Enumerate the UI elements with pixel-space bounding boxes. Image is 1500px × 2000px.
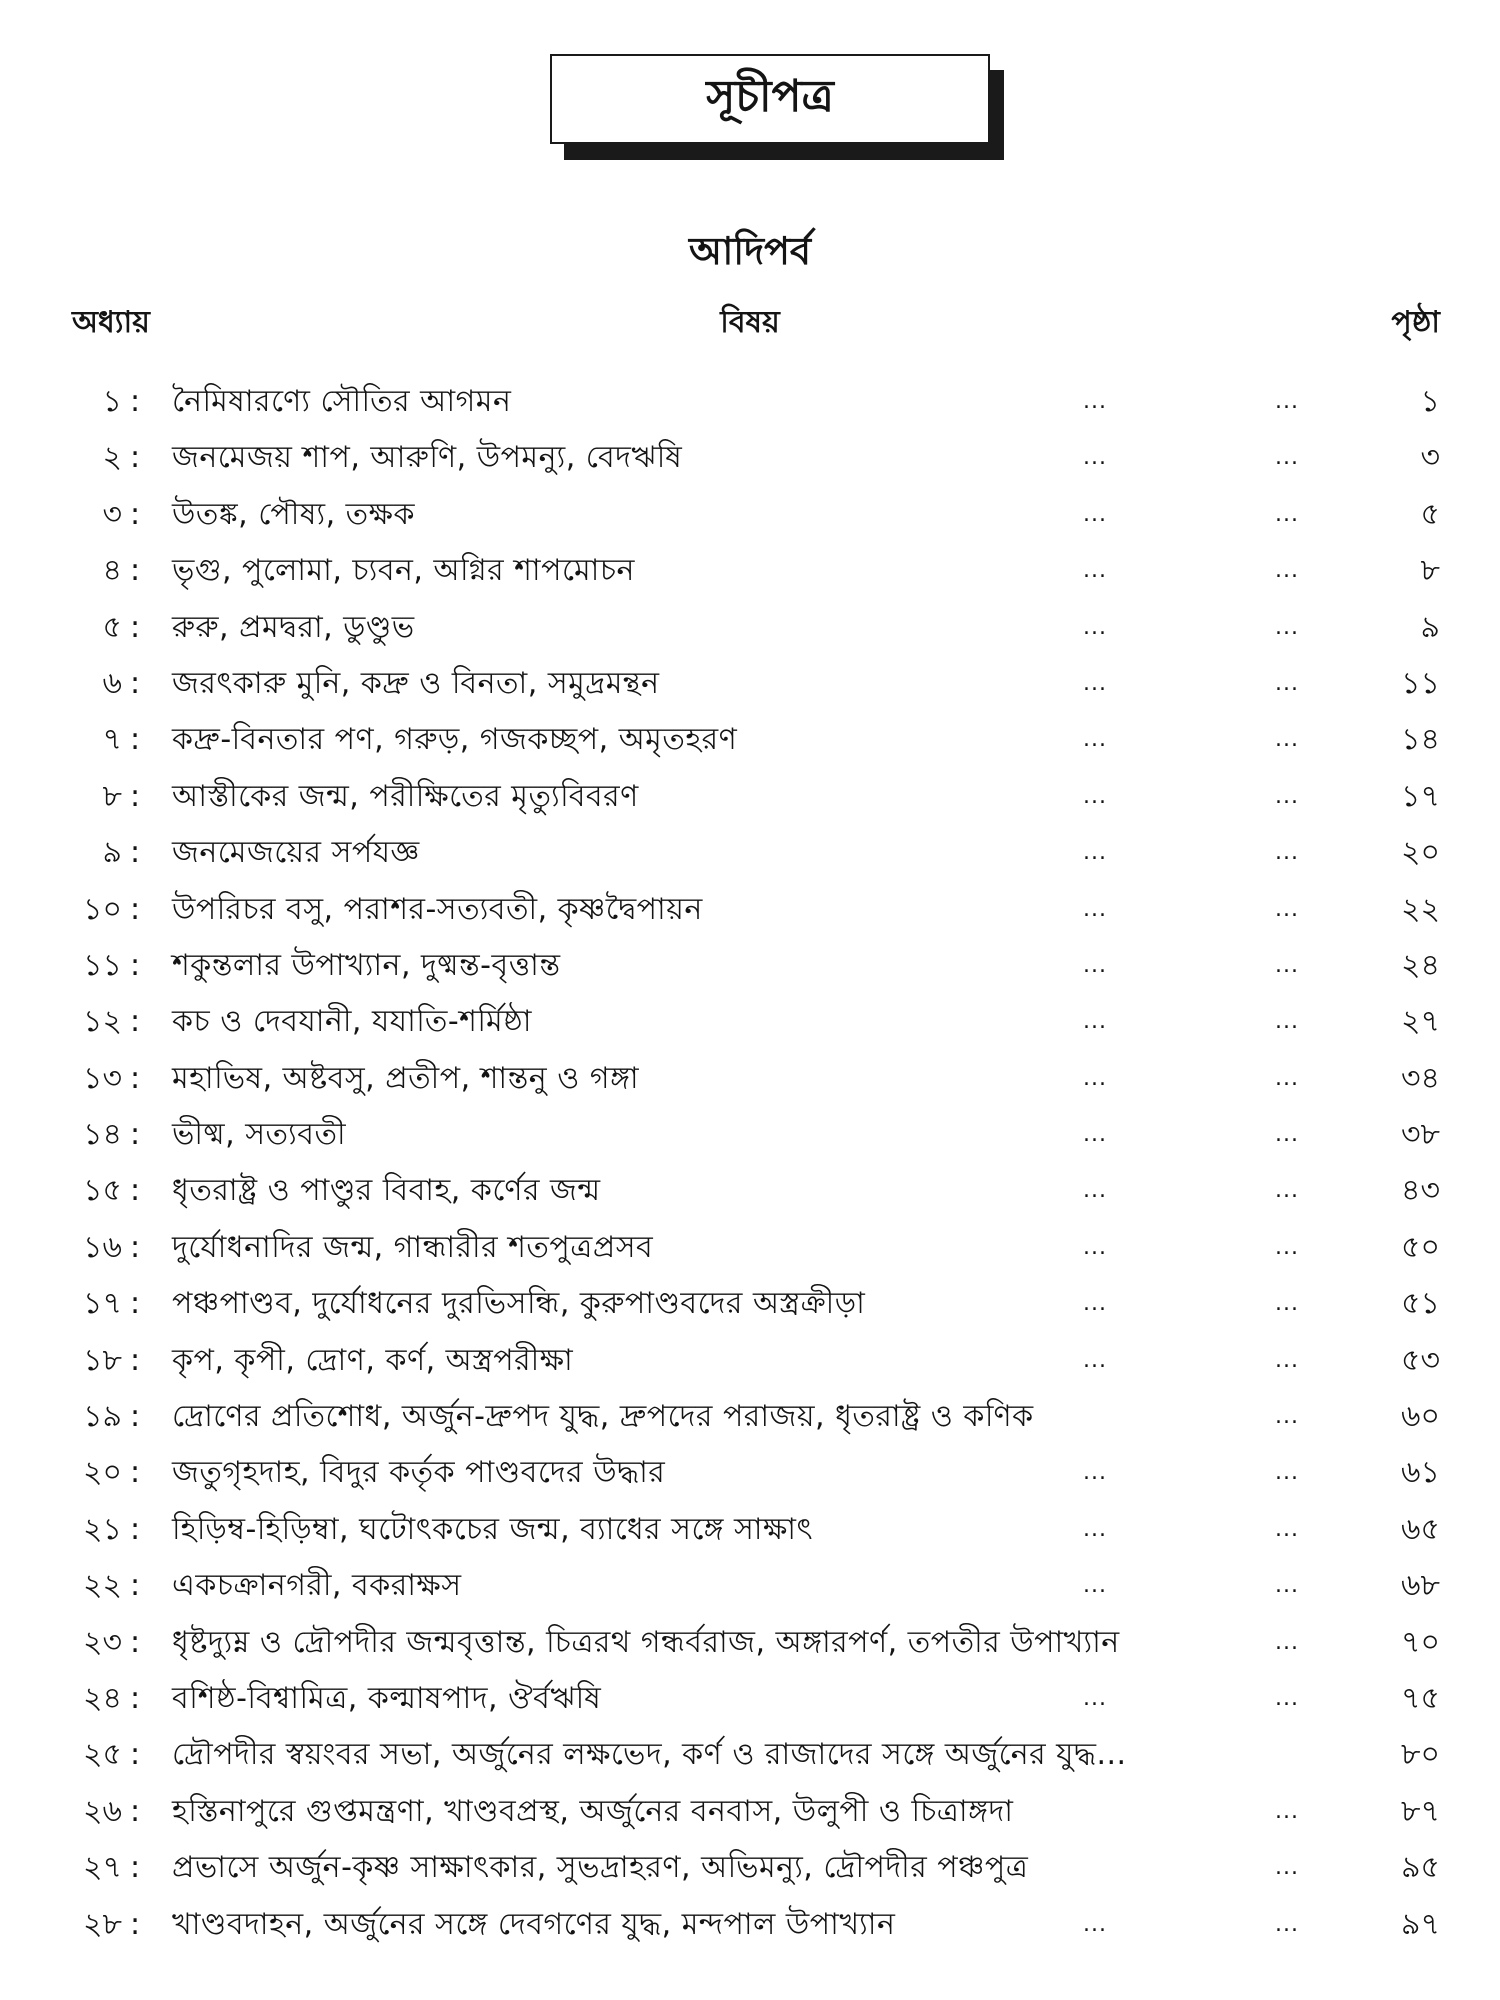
- separator: :: [130, 1850, 141, 1886]
- chapter-title: আস্তীকের জন্ম, পরীক্ষিতের মৃত্যুবিবরণ: [172, 778, 639, 814]
- page-number: ৬০: [1400, 1399, 1440, 1435]
- separator: :: [130, 1455, 141, 1491]
- leader-dots: ...: [1083, 1234, 1107, 1260]
- toc-entry: [0, 825, 1500, 881]
- chapter-title: উতঙ্ক, পৌষ্য, তক্ষক: [172, 496, 415, 532]
- chapter-number: ২: [102, 440, 122, 476]
- toc-entry: [0, 1276, 1500, 1332]
- leader-dots: ...: [1083, 1291, 1107, 1317]
- leader-dots: ...: [1275, 1009, 1299, 1035]
- chapter-title: দ্রোণের প্রতিশোধ, অর্জুন-দ্রুপদ যুদ্ধ, দ্রুপদের পরাজয়, ধৃতরাষ্ট্র ও কণিক: [172, 1399, 1034, 1435]
- chapter-column-header: অধ্যায়: [72, 305, 150, 340]
- separator: :: [130, 1004, 141, 1040]
- leader-dots: ...: [1275, 1065, 1299, 1091]
- toc-entry: [0, 994, 1500, 1050]
- leader-dots: ...: [1275, 1911, 1299, 1937]
- toc-entry: [0, 430, 1500, 486]
- leader-dots: ...: [1275, 1855, 1299, 1881]
- leader-dots: ...: [1275, 389, 1299, 414]
- leader-dots: ...: [1083, 727, 1107, 753]
- leader-dots: ...: [1083, 1347, 1107, 1373]
- chapter-number: ২০: [82, 1455, 122, 1491]
- chapter-number: ১২: [83, 1004, 122, 1040]
- toc-entry: [0, 1671, 1500, 1727]
- section-title: আদিপর্ব: [688, 229, 812, 273]
- toc-entry: [0, 1163, 1500, 1219]
- page-number: ৫১: [1401, 1286, 1440, 1322]
- toc-entry: [0, 1051, 1500, 1107]
- leader-dots: ...: [1083, 1178, 1107, 1204]
- leader-dots: ...: [1275, 896, 1299, 922]
- page-number: ১: [1420, 384, 1440, 419]
- leader-dots: ...: [1275, 1122, 1299, 1148]
- chapter-title: ভীষ্ম, সত্যবতী: [172, 1117, 347, 1153]
- leader-dots: ...: [1275, 1798, 1299, 1824]
- toc-entry: [0, 656, 1500, 712]
- chapter-title: কদ্রু-বিনতার পণ, গরুড়, গজকচ্ছপ, অমৃতহরণ: [172, 722, 738, 758]
- page-number: ২৪: [1401, 947, 1440, 983]
- page-number: ৫৩: [1401, 1342, 1440, 1378]
- chapter-title: প্রভাসে অর্জুন-কৃষ্ণ সাক্ষাৎকার, সুভদ্রাহরণ, অভিমন্যু, দ্রৌপদীর পঞ্চপুত্র: [172, 1850, 1029, 1886]
- leader-dots: ...: [1083, 1009, 1107, 1035]
- page-number: ৬১: [1401, 1455, 1440, 1491]
- title-block: [550, 54, 990, 144]
- page-number: ৮০: [1401, 1737, 1440, 1773]
- chapter-number: ৬: [102, 665, 122, 701]
- separator: :: [130, 891, 141, 927]
- separator: :: [130, 1286, 141, 1322]
- leader-dots: ...: [1275, 670, 1299, 696]
- chapter-number: ১৯: [83, 1399, 122, 1435]
- leader-dots: ...: [1275, 1516, 1299, 1542]
- leader-dots: ...: [1083, 952, 1107, 978]
- chapter-title: জতুগৃহদাহ, বিদুর কর্তৃক পাণ্ডবদের উদ্ধার: [172, 1455, 666, 1491]
- toc-entry: [0, 1840, 1500, 1896]
- toc-entry: [0, 600, 1500, 656]
- chapter-number: ২১: [83, 1511, 122, 1547]
- leader-dots: ...: [1083, 1516, 1107, 1542]
- toc-entry: [0, 543, 1500, 599]
- leader-dots: ...: [1275, 727, 1299, 753]
- chapter-number: ১: [102, 384, 122, 419]
- page-number: ৯৫: [1401, 1850, 1440, 1886]
- chapter-title: কৃপ, কৃপী, দ্রোণ, কর্ণ, অস্ত্রপরীক্ষা: [172, 1342, 574, 1378]
- leader-dots: ...: [1083, 840, 1107, 866]
- leader-dots: ...: [1275, 445, 1299, 471]
- toc-entry: [0, 1333, 1500, 1389]
- chapter-number: ২৭: [82, 1850, 122, 1886]
- leader-dots: ...: [1083, 614, 1107, 640]
- leader-dots: ...: [1083, 1460, 1107, 1486]
- page-number: ৩: [1420, 440, 1440, 476]
- page-number: ৫: [1420, 496, 1440, 532]
- chapter-number: ১৭: [83, 1286, 122, 1322]
- chapter-title: ভৃগু, পুলোমা, চ্যবন, অগ্নির শাপমোচন: [172, 553, 635, 589]
- page-number: ২০: [1400, 835, 1440, 871]
- separator: :: [130, 609, 141, 645]
- separator: :: [130, 1399, 141, 1435]
- separator: :: [130, 1173, 141, 1209]
- separator: :: [130, 1793, 141, 1829]
- separator: :: [130, 665, 141, 701]
- toc-entry: [0, 1727, 1500, 1783]
- separator: :: [130, 1060, 141, 1096]
- page-number: ৩৪: [1401, 1060, 1440, 1096]
- leader-dots: ...: [1083, 501, 1107, 527]
- separator: :: [130, 1511, 141, 1547]
- toc-entry: [0, 1615, 1500, 1671]
- chapter-title: শকুন্তলার উপাখ্যান, দুষ্মন্ত-বৃত্তান্ত: [172, 947, 561, 983]
- toc-entry: [0, 1784, 1500, 1840]
- leader-dots: ...: [1083, 1065, 1107, 1091]
- chapter-number: ২৬: [82, 1793, 122, 1829]
- separator: :: [130, 722, 141, 758]
- leader-dots: ...: [1275, 1460, 1299, 1486]
- separator: :: [130, 1624, 141, 1660]
- separator: :: [130, 496, 141, 532]
- page-number: ২৭: [1400, 1004, 1440, 1040]
- chapter-number: ৮: [102, 778, 122, 814]
- separator: :: [130, 1229, 141, 1265]
- separator: :: [130, 1342, 141, 1378]
- toc-entry: [0, 1445, 1500, 1501]
- chapter-title: মহাভিষ, অষ্টবসু, প্রতীপ, শান্তনু ও গঙ্গা: [172, 1060, 640, 1096]
- chapter-number: ৯: [102, 835, 122, 871]
- separator: :: [130, 384, 141, 419]
- page-number: ৬৫: [1401, 1511, 1440, 1547]
- leader-dots: ...: [1275, 1629, 1299, 1655]
- page-number: ৯: [1420, 609, 1440, 645]
- separator: :: [130, 1906, 141, 1942]
- chapter-number: ২৮: [83, 1906, 122, 1942]
- leader-dots: ...: [1275, 1404, 1299, 1430]
- leader-dots: ...: [1275, 783, 1299, 809]
- leader-dots: ...: [1083, 389, 1107, 414]
- leader-dots: ...: [1275, 1573, 1299, 1599]
- toc-entry: [0, 1897, 1500, 1953]
- chapter-number: ৫: [102, 609, 122, 645]
- chapter-number: ৩: [102, 496, 122, 532]
- chapter-number: ১১: [83, 947, 122, 983]
- leader-dots: ...: [1275, 1291, 1299, 1317]
- separator: :: [130, 1680, 141, 1716]
- toc-entry: [0, 1558, 1500, 1614]
- chapter-title: দ্রৌপদীর স্বয়ংবর সভা, অর্জুনের লক্ষভেদ, কর্ণ ও রাজাদের সঙ্গে অর্জুনের যুদ্ধ...: [172, 1737, 1127, 1773]
- leader-dots: ...: [1275, 840, 1299, 866]
- leader-dots: ...: [1275, 952, 1299, 978]
- chapter-number: ৪: [102, 553, 122, 589]
- chapter-number: ১৩: [83, 1060, 122, 1096]
- page-number: ১৭: [1401, 778, 1440, 814]
- chapter-title: পঞ্চপাণ্ডব, দুর্যোধনের দুরভিসন্ধি, কুরুপাণ্ডবদের অস্ত্রক্রীড়া: [172, 1286, 866, 1322]
- leader-dots: ...: [1275, 1685, 1299, 1711]
- page-number: ৯৭: [1401, 1906, 1440, 1942]
- page-number: ৪৩: [1401, 1173, 1440, 1209]
- chapter-title: ধৃষ্টদ্যুম্ন ও দ্রৌপদীর জন্মবৃত্তান্ত, চিত্ররথ গন্ধর্বরাজ, অঙ্গারপর্ণ, তপতীর উপাখ্যান: [172, 1624, 1120, 1660]
- page-number: ৩৮: [1401, 1117, 1440, 1153]
- page-number: ৫০: [1401, 1229, 1440, 1265]
- leader-dots: ...: [1275, 614, 1299, 640]
- page-number: ২২: [1400, 891, 1440, 927]
- column-headers: [0, 298, 1500, 348]
- chapter-number: ২৫: [83, 1737, 122, 1773]
- page-number: ৮: [1420, 553, 1440, 589]
- chapter-number: ১৪: [83, 1117, 122, 1153]
- chapter-title: জরৎকারু মুনি, কদ্রু ও বিনতা, সমুদ্রমন্থন: [172, 665, 660, 701]
- separator: :: [130, 553, 141, 589]
- chapter-title: দুর্যোধনাদির জন্ম, গান্ধারীর শতপুত্রপ্রসব: [172, 1229, 654, 1265]
- chapter-title: কচ ও দেবযানী, যযাতি-শর্মিষ্ঠা: [172, 1004, 532, 1040]
- page-number: ৮৭: [1401, 1793, 1440, 1829]
- leader-dots: ...: [1275, 501, 1299, 527]
- chapter-title: ধৃতরাষ্ট্র ও পাণ্ডুর বিবাহ, কর্ণের জন্ম: [172, 1173, 601, 1209]
- separator: :: [130, 1568, 141, 1604]
- separator: :: [130, 835, 141, 871]
- leader-dots: ...: [1083, 1573, 1107, 1599]
- page-title: সূচীপত্র: [550, 54, 990, 144]
- chapter-title: নৈমিষারণ্যে সৌতির আগমন: [172, 384, 512, 419]
- chapter-title: রুরু, প্রমদ্বরা, ডুণ্ডুভ: [172, 609, 415, 645]
- page-column-header: পৃষ্ঠা: [1391, 305, 1440, 340]
- toc-entry: [0, 1502, 1500, 1558]
- separator: :: [130, 1737, 141, 1773]
- leader-dots: ...: [1083, 1122, 1107, 1148]
- toc-list: [0, 374, 1500, 1953]
- chapter-title: খাণ্ডবদাহন, অর্জুনের সঙ্গে দেবগণের যুদ্ধ, মন্দপাল উপাখ্যান: [172, 1906, 896, 1942]
- leader-dots: ...: [1083, 558, 1107, 584]
- chapter-number: ২৩: [82, 1624, 122, 1660]
- page-number: ১৪: [1401, 722, 1440, 758]
- toc-entry: [0, 712, 1500, 768]
- toc-entry: [0, 1107, 1500, 1163]
- leader-dots: ...: [1275, 1234, 1299, 1260]
- chapter-title: একচক্রানগরী, বকরাক্ষস: [172, 1568, 462, 1604]
- leader-dots: ...: [1275, 558, 1299, 584]
- leader-dots: ...: [1083, 445, 1107, 471]
- chapter-title: জনমেজয় শাপ, আরুণি, উপমন্যু, বেদঋষি: [172, 440, 683, 476]
- chapter-number: ১৬: [83, 1229, 122, 1265]
- toc-entry: [0, 882, 1500, 938]
- toc-entry: [0, 374, 1500, 430]
- toc-entry: [0, 487, 1500, 543]
- leader-dots: ...: [1083, 1911, 1107, 1937]
- chapter-number: ১৮: [83, 1342, 122, 1378]
- separator: :: [130, 778, 141, 814]
- page-number: ৭৫: [1401, 1680, 1440, 1716]
- leader-dots: ...: [1275, 1178, 1299, 1204]
- toc-entry: [0, 938, 1500, 994]
- chapter-number: ২৪: [83, 1680, 122, 1716]
- chapter-number: ১০: [83, 891, 122, 927]
- chapter-title: উপরিচর বসু, পরাশর-সত্যবতী, কৃষ্ণদ্বৈপায়ন: [172, 891, 703, 927]
- leader-dots: ...: [1083, 670, 1107, 696]
- chapter-number: ১৫: [83, 1173, 122, 1209]
- separator: :: [130, 440, 141, 476]
- toc-entry: [0, 1389, 1500, 1445]
- leader-dots: ...: [1083, 896, 1107, 922]
- chapter-number: ৭: [102, 722, 122, 758]
- subject-column-header: বিষয়: [720, 305, 780, 340]
- chapter-number: ২২: [82, 1568, 122, 1604]
- page-number: ৭০: [1400, 1624, 1440, 1660]
- leader-dots: ...: [1275, 1347, 1299, 1373]
- leader-dots: ...: [1083, 1685, 1107, 1711]
- page-number: ৬৮: [1401, 1568, 1440, 1604]
- chapter-title: জনমেজয়ের সর্পযজ্ঞ: [172, 835, 420, 871]
- page-number: ১১: [1401, 665, 1440, 701]
- chapter-title: হস্তিনাপুরে গুপ্তমন্ত্রণা, খাণ্ডবপ্রস্থ, অর্জুনের বনবাস, উলুপী ও চিত্রাঙ্গদা: [172, 1793, 1014, 1829]
- chapter-title: বশিষ্ঠ-বিশ্বামিত্র, কল্মাষপাদ, ঔর্বঋষি: [172, 1680, 602, 1716]
- toc-entry: [0, 769, 1500, 825]
- chapter-title: হিড়িম্ব-হিড়িম্বা, ঘটোৎকচের জন্ম, ব্যাধের সঙ্গে সাক্ষাৎ: [172, 1511, 814, 1547]
- separator: :: [130, 947, 141, 983]
- toc-entry: [0, 1220, 1500, 1276]
- leader-dots: ...: [1083, 783, 1107, 809]
- separator: :: [130, 1117, 141, 1153]
